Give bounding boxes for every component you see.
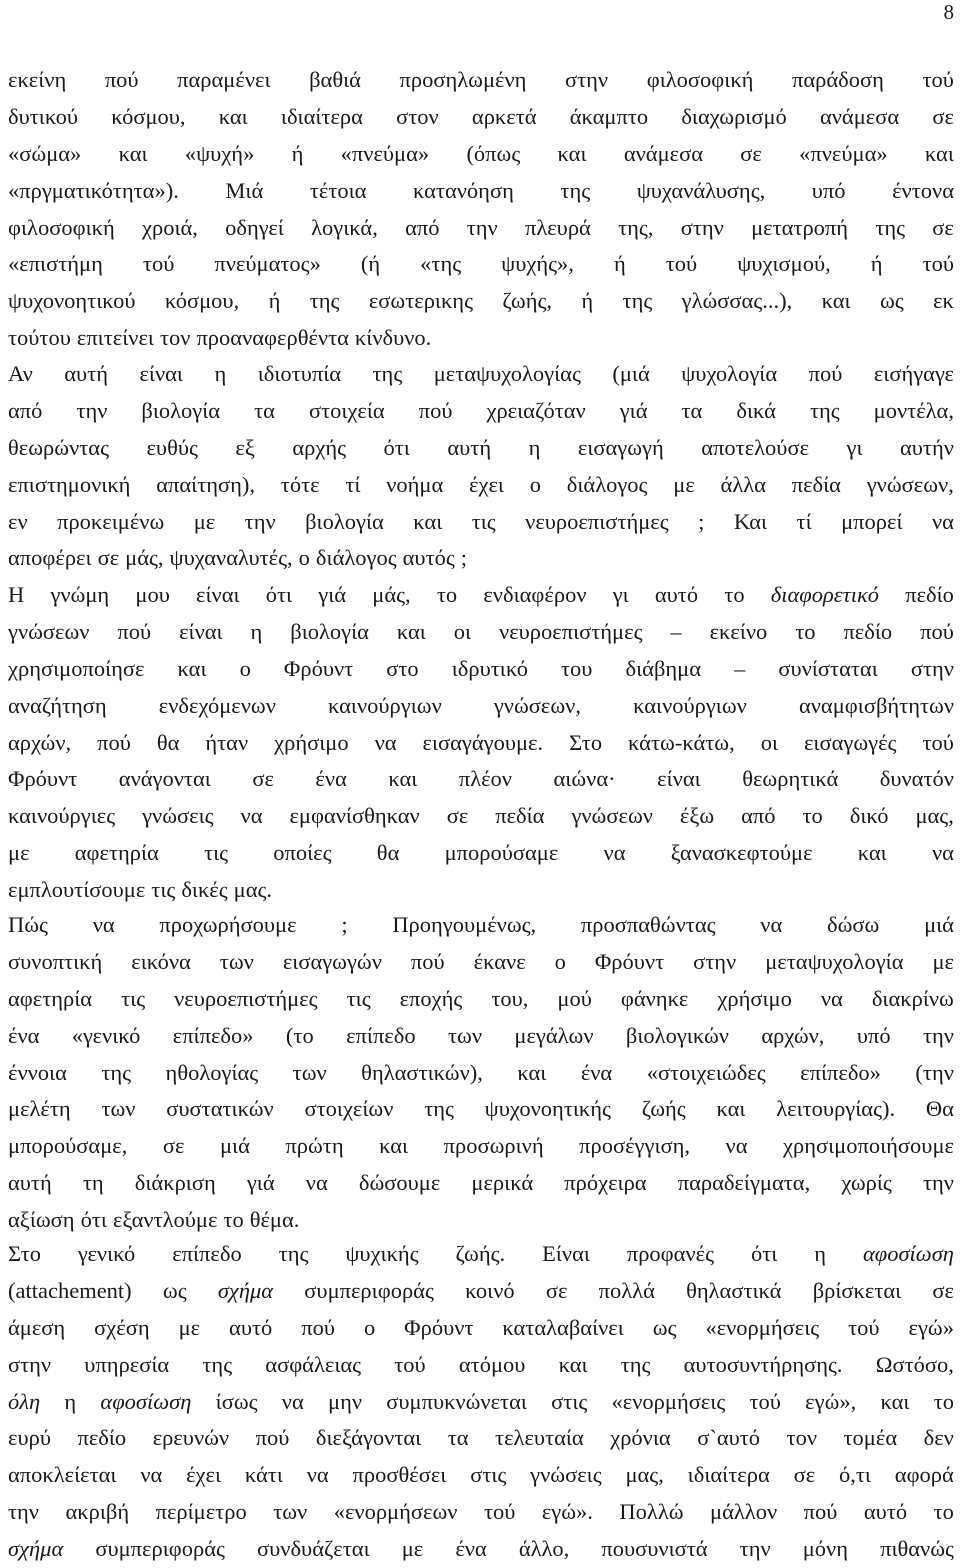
text-line: αξίωση ότι εξαντλούμε το θέμα.: [8, 1207, 300, 1233]
text-line: επιστημονική απαίτηση), τότε τί νοήμα έχει ο διάλογος με άλλα πεδία γνώσεων,: [8, 471, 954, 497]
page-number: 8: [943, 0, 954, 24]
text-line: εμπλουτίσουμε τις δικές μας.: [8, 877, 273, 903]
text-line: αυτή τη διάκριση γιά να δώσουμε μερικά πρόχειρα παραδείγματα, χωρίς την: [8, 1170, 954, 1196]
paragraph: [8, 62, 954, 357]
text-line: γνώσεων πού είναι η βιολογία και οι νευροεπιστήμες – εκείνο το πεδίο πού: [8, 618, 954, 644]
text-line: «επιστήμη τού πνεύματος» (ή «της ψυχής», ή τού ψυχισμού, ή τού: [8, 251, 954, 277]
paragraph: [8, 907, 954, 1239]
text-line: αναζήτηση ενδεχόμενων καινούργιων γνώσεων, καινούργιων αναμφισβήτητων: [8, 692, 954, 718]
text-line: μπορούσαμε, σε μιά πρώτη και προσωρινή προσέγγιση, να χρησιμοποιήσουμε: [8, 1133, 954, 1159]
text-line: Φρόυντ ανάγονται σε ένα και πλέον αιώνα· είναι θεωρητικά δυνατόν: [8, 766, 954, 792]
text-line: συνοπτική εικόνα των εισαγωγών πού έκανε ο Φρόυντ στην μεταψυχολογία με: [8, 948, 954, 974]
text-line: Η γνώμη μου είναι ότι γιά μάς, το ενδιαφέρον γι αυτό το διαφορετικό πεδίο: [8, 582, 954, 607]
paragraph: [8, 356, 954, 577]
text-line: ευρύ πεδίο ερευνών πού διεξάγονται τα τελευταία χρόνια σ`αυτό τον τομέα δεν: [8, 1425, 954, 1451]
text-line: άμεση σχέση με αυτό πού ο Φρόυντ καταλαβαίνει ως «ενορμήσεις τού εγώ»: [8, 1314, 954, 1340]
text-line: «σώμα» και «ψυχή» ή «πνεύμα» (όπως και ανάμεσα σε «πνεύμα» και: [8, 140, 954, 166]
text-line: αποκλείεται να έχει κάτι να προσθέσει στις γνώσεις μας, ιδιαίτερα σε ό,τι αφορά: [8, 1462, 954, 1488]
text-line: καινούργιες γνώσεις να εμφανίσθηκαν σε πεδία γνώσεων έξω από το δικό μας,: [8, 803, 954, 829]
text-line: χρησιμοποίησε και ο Φρόυντ στο ιδρυτικό του διάβημα – συνίσταται στην: [8, 655, 954, 681]
paragraph: [8, 1236, 954, 1568]
text-line: σχήμα συμπεριφοράς συνδυάζεται με ένα άλλο, πουσυνιστά την μόνη πιθανώς: [8, 1536, 954, 1562]
text-line: Αν αυτή είναι η ιδιοτυπία της μεταψυχολογίας (μιά ψυχολογία πού εισήγαγε: [8, 361, 954, 386]
text-line: εκείνη πού παραμένει βαθιά προσηλωμένη στην φιλοσοφική παράδοση τού: [8, 67, 954, 92]
text-line: Στο γενικό επίπεδο της ψυχικής ζωής. Είναι προφανές ότι η αφοσίωση: [8, 1241, 954, 1266]
text-line: «πργματικότητα»). Μιά τέτοια κατανόηση της ψυχανάλυσης, υπό έντονα: [8, 177, 954, 203]
text-line: τούτου επιτείνει τον προαναφερθέντα κίνδυνο.: [8, 325, 432, 351]
text-line: θεωρώντας ευθύς εξ αρχής ότι αυτή η εισαγωγή αποτελούσε γι αυτήν: [8, 434, 954, 460]
text-line: στην υπηρεσία της ασφάλειας τού ατόμου και της αυτοσυντήρησης. Ωστόσο,: [8, 1351, 954, 1377]
text-line: αποφέρει σε μάς, ψυχαναλυτές, ο διάλογος αυτός ;: [8, 545, 468, 571]
text-line: (attachement) ως σχήμα συμπεριφοράς κοινό σε πολλά θηλαστικά βρίσκεται σε: [8, 1277, 954, 1303]
text-line: μελέτη των συστατικών στοιχείων της ψυχονοητικής ζωής και λειτουργίας). Θα: [8, 1096, 954, 1122]
text-line: Πώς να προχωρήσουμε ; Προηγουμένως, προσπαθώντας να δώσω μιά: [8, 912, 954, 937]
text-line: όλη η αφοσίωση ίσως να μην συμπυκνώνεται στις «ενορμήσεις τού εγώ», και το: [8, 1388, 954, 1414]
text-line: φιλοσοφική χροιά, οδηγεί λογικά, από την πλευρά της, στην μετατροπή της σε: [8, 214, 954, 240]
paragraph: [8, 577, 954, 909]
text-line: αρχών, πού θα ήταν χρήσιμο να εισαγάγουμε. Στο κάτω-κάτω, οι εισαγωγές τού: [8, 729, 954, 755]
text-line: αφετηρία τις νευροεπιστήμες τις εποχής του, μού φάνηκε χρήσιμο να διακρίνω: [8, 985, 954, 1011]
text-line: έννοια της ηθολογίας των θηλαστικών), και ένα «στοιχειώδες επίπεδο» (την: [8, 1059, 954, 1085]
text-line: ένα «γενικό επίπεδο» (το επίπεδο των μεγάλων βιολογικών αρχών, υπό την: [8, 1022, 954, 1048]
text-line: ψυχονοητικού κόσμου, ή της εσωτερικης ζωής, ή της γλώσσας...), και ως εκ: [8, 288, 954, 314]
text-line: την ακριβή περίμετρο των «ενορμήσεων τού εγώ». Πολλώ μάλλον πού αυτό το: [8, 1499, 954, 1525]
text-line: δυτικού κόσμου, και ιδιαίτερα στον αρκετά άκαμπτο διαχωρισμό ανάμεσα σε: [8, 103, 954, 129]
text-line: από την βιολογία τα στοιχεία πού χρειαζόταν γιά τα δικά της μοντέλα,: [8, 397, 954, 423]
text-line: με αφετηρία τις οποίες θα μπορούσαμε να ξανασκεφτούμε και να: [8, 840, 954, 866]
text-line: εν προκειμένω με την βιολογία και τις νευροεπιστήμες ; Και τί μπορεί να: [8, 508, 954, 534]
